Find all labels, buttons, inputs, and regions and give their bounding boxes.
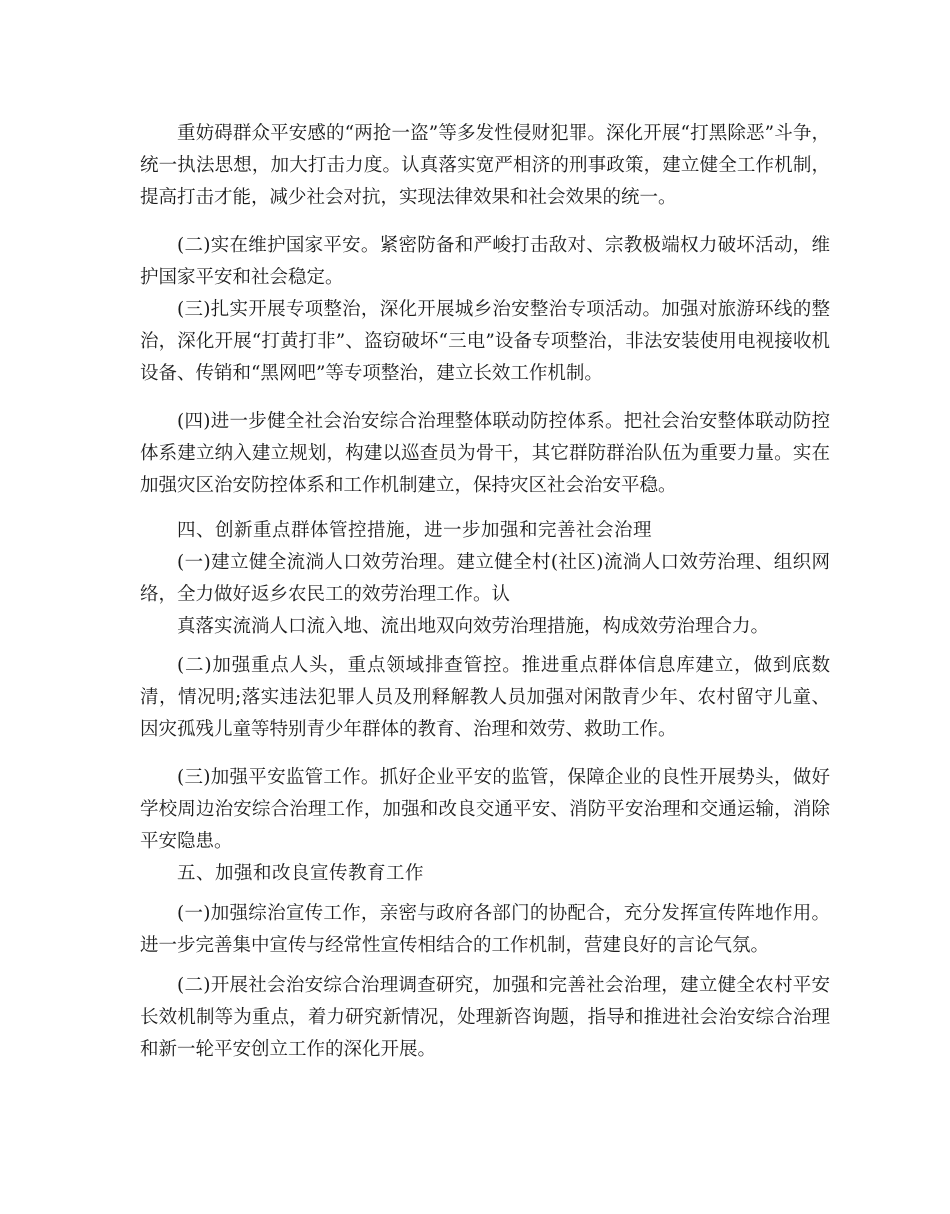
paragraph-crime-crackdown: 重妨碍群众平安感的“两抢一盗”等多发性侵财犯罪。深化开展“打黑除恶”斗争，统一执法思想，加大打击力度。认真落实宽严相济的刑事政策，建立健全工作机制，提高打击才能，减少社会对抗，实现法律效果和社会效果的统一。 (140, 123, 830, 208)
paragraph-key-groups: (二)加强重点人头，重点领域排查管控。推进重点群体信息库建立，做到底数清，情况明;落实违法犯罪人员及刑释解教人员加强对闲散青少年、农村留守儿童、因灾孤残儿童等特别青少年群体的教育、治理和效劳、救助工作。 (140, 655, 830, 740)
paragraph-national-security: (二)实在维护国家平安。紧密防备和严峻打击敌对、宗教极端权力破坏活动，维护国家平安和社会稳定。 (140, 235, 830, 288)
paragraph-safety-supervision: (三)加强平安监管工作。抓好企业平安的监管，保障企业的良性开展势头，做好学校周边治安综合治理工作，加强和改良交通平安、消防平安治理和交通运输，消除平安隐患。 (140, 767, 830, 852)
section-heading-five: 五、加强和改良宣传教育工作 (177, 863, 425, 884)
paragraph-special-rectification: (三)扎实开展专项整治，深化开展城乡治安整治专项活动。加强对旅游环线的整治，深化开展“打黄打非”、盗窃破坏“三电”设备专项整治，非法安装使用电视接收机设备、传销和“黑网吧”等专项整治，建立长效工作机制。 (140, 299, 830, 384)
paragraph-floating-population-continued: 真落实流淌人口流入地、流出地双向效劳治理措施，构成效劳治理合力。 (177, 616, 770, 637)
paragraph-publicity: (一)加强综治宣传工作，亲密与政府各部门的协配合，充分发挥宣传阵地作用。进一步完善集中宣传与经常性宣传相结合的工作机制，营建良好的言论气氛。 (140, 903, 830, 956)
section-heading-four: 四、创新重点群体管控措施，进一步加强和完善社会治理 (177, 520, 653, 541)
paragraph-floating-population: (一)建立健全流淌人口效劳治理。建立健全村(社区)流淌人口效劳治理、组织网络，全力做好返乡农民工的效劳治理工作。认 (140, 552, 830, 605)
paragraph-research: (二)开展社会治安综合治理调查研究，加强和完善社会治理，建立健全农村平安长效机制等为重点，着力研究新情况，处理新咨询题，指导和推进社会治安综合治理和新一轮平安创立工作的深化开展。 (140, 975, 830, 1060)
paragraph-prevention-system: (四)进一步健全社会治安综合治理整体联动防控体系。把社会治安整体联动防控体系建立纳入建立规划，构建以巡查员为骨干，其它群防群治队伍为重要力量。实在加强灾区治安防控体系和工作机制建立，保持灾区社会治安平稳。 (140, 411, 830, 496)
